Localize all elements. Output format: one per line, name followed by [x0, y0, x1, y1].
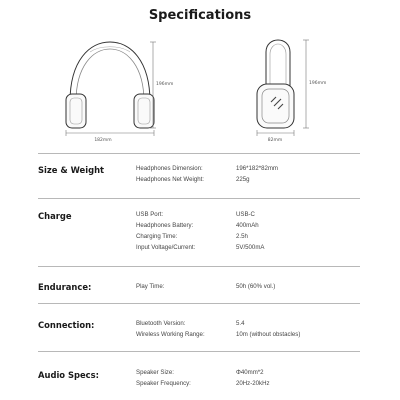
- section-title-audio-specs: Audio Specs:: [38, 370, 99, 380]
- spec-value: 225g: [236, 176, 250, 183]
- spec-row: [0, 222, 400, 232]
- spec-row: [0, 369, 400, 379]
- spec-row: [0, 380, 400, 390]
- spec-label: Play Time:: [136, 283, 165, 290]
- spec-label: Bluetooth Version:: [136, 320, 186, 327]
- front-width-label: 182mm: [94, 138, 112, 143]
- spec-label: Input Voltage/Current:: [136, 244, 196, 251]
- spec-value: Φ40mm*2: [236, 369, 264, 376]
- spec-value: 2.5h: [236, 233, 248, 240]
- spec-label: Charging Time:: [136, 233, 178, 240]
- spec-value: 10m (without obstacles): [236, 331, 301, 338]
- spec-value: USB-C: [236, 211, 255, 218]
- front-width-dimension: [66, 130, 154, 136]
- headphones-side-view: [257, 40, 294, 128]
- spec-row: [0, 176, 400, 186]
- divider: [38, 198, 360, 199]
- headphones-front-view: [66, 42, 154, 128]
- spec-label: Headphones Battery:: [136, 222, 194, 229]
- spec-value: 400mAh: [236, 222, 259, 229]
- spec-value: 196*182*82mm: [236, 165, 279, 172]
- section-title-charge: Charge: [38, 211, 72, 221]
- side-height-label: 196mm: [309, 81, 327, 86]
- spec-value: 50h (60% vol.): [236, 283, 276, 290]
- spec-row: [0, 331, 400, 341]
- spec-label: Headphones Dimension:: [136, 165, 203, 172]
- spec-label: Speaker Size:: [136, 369, 174, 376]
- spec-label: USB Port:: [136, 211, 164, 218]
- spec-value: 5.4: [236, 320, 245, 327]
- spec-label: Speaker Frequency:: [136, 380, 191, 387]
- section-title-endurance: Endurance:: [38, 282, 92, 292]
- front-height-label: 196mm: [156, 82, 174, 87]
- divider: [38, 303, 360, 304]
- divider: [38, 266, 360, 267]
- spec-row: [0, 244, 400, 254]
- spec-value: 5V/500mA: [236, 244, 265, 251]
- divider: [38, 351, 360, 352]
- spec-value: 20Hz-20kHz: [236, 380, 270, 387]
- section-title-size-weight: Size & Weight: [38, 165, 105, 175]
- spec-row: [0, 233, 400, 243]
- divider: [38, 153, 360, 154]
- section-title-connection: Connection:: [38, 320, 95, 330]
- side-depth-dimension: [257, 130, 294, 136]
- spec-row: [0, 320, 400, 330]
- spec-label: Wireless Working Range:: [136, 331, 205, 338]
- headphones-dimension-diagram: [0, 30, 400, 150]
- page-title: Specifications: [148, 8, 252, 23]
- spec-row: [0, 165, 400, 175]
- side-depth-label: 82mm: [267, 138, 283, 143]
- spec-label: Headphones Net Weight:: [136, 176, 204, 183]
- spec-row: [0, 211, 400, 221]
- spec-row: [0, 283, 400, 293]
